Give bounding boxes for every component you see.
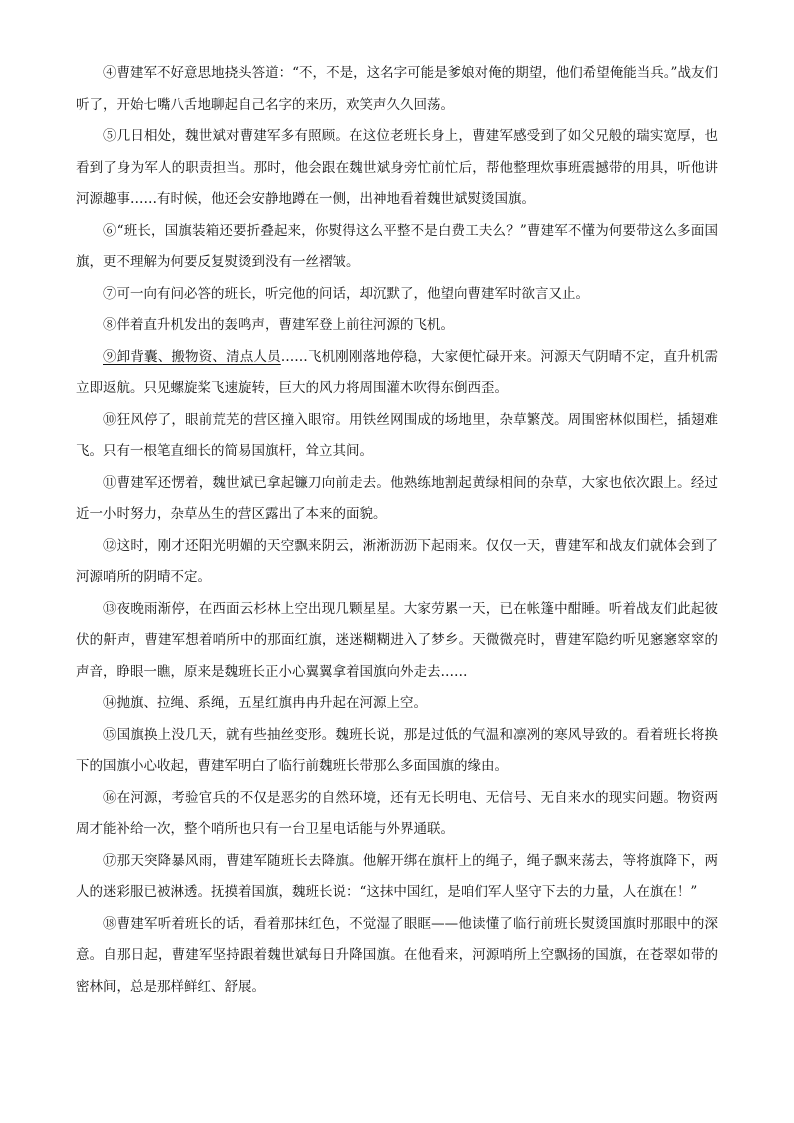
paragraph-8 bbox=[76, 310, 718, 342]
underlined-phrase: ⑨卸背囊、搬物资、清点人员 bbox=[103, 348, 281, 365]
paragraph-14-text: ⑭抛旗、拉绳、系绳，五星红旗冉冉升起在河源上空。 bbox=[103, 695, 427, 711]
paragraph-9 bbox=[76, 342, 718, 405]
paragraph-9-text: ……飞机刚刚落地停稳，大家便忙碌开来。河源天气阴晴不定，直升机需立即返航。只见螺旋桨飞速旋转，巨大的风力将周围灌木吹得东倒西歪。 bbox=[76, 348, 719, 396]
paragraph-4 bbox=[76, 58, 718, 121]
paragraph-7-text: ⑦可一向有问必答的班长，听完他的问话，却沉默了，他望向曹建军时欲言又止。 bbox=[103, 285, 589, 302]
paragraph-18-text: ⑱曹建军听着班长的话，看着那抹红色，不觉湿了眼眶——他读懂了临行前班长熨烫国旗时那眼中的深意。自那日起，曹建军坚持跟着魏世斌每日升降国旗。在他看来，河源哨所上空飘扬的国旗，在苍翠如带的密林间，总是那样鲜红、舒展。 bbox=[76, 915, 718, 995]
paragraph-13-text: ⑬夜晚雨渐停，在西面云杉林上空出现几颗星星。大家劳累一天，已在帐篷中酣睡。听着战友们此起彼伏的鼾声，曹建军想着哨所中的那面红旗，迷迷糊糊进入了梦乡。天微微亮时，曹建军隐约听见窸窸窣窣的声音，睁眼一瞧，原来是魏班长正小心翼翼拿着国旗向外走去…… bbox=[76, 600, 718, 680]
paragraph-8-text: ⑧伴着直升机发出的轰鸣声，曹建军登上前往河源的飞机。 bbox=[103, 317, 454, 333]
paragraph-13 bbox=[76, 594, 718, 689]
paragraph-12-text: ⑫这时，刚才还阳光明媚的天空飘来阴云，淅淅沥沥下起雨来。仅仅一天，曹建军和战友们就体会到了河源哨所的阴晴不定。 bbox=[76, 537, 718, 585]
paragraph-10 bbox=[76, 405, 718, 468]
paragraph-11 bbox=[76, 468, 718, 531]
paragraph-15 bbox=[76, 720, 718, 783]
paragraph-16 bbox=[76, 783, 718, 846]
paragraph-15-text: ⑮国旗换上没几天，就有些抽丝变形。魏班长说，那是过低的气温和凛冽的寒风导致的。看着班长将换下的国旗小心收起，曹建军明白了临行前魏班长带那么多面国旗的缘由。 bbox=[76, 726, 718, 774]
paragraph-18 bbox=[76, 909, 718, 1004]
paragraph-5 bbox=[76, 121, 718, 216]
paragraph-17 bbox=[76, 846, 718, 909]
paragraph-16-text: ⑯在河源，考验官兵的不仅是恶劣的自然环境，还有无长明电、无信号、无自来水的现实问题。物资两周才能补给一次，整个哨所也只有一台卫星电话能与外界通联。 bbox=[76, 789, 718, 837]
paragraph-4-text: ④曹建军不好意思地挠头答道：“不，不是，这名字可能是爹娘对俺的期望，他们希望俺能当兵。”战友们听了，开始七嘴八舌地聊起自己名字的来历，欢笑声久久回荡。 bbox=[76, 65, 718, 113]
paragraph-12 bbox=[76, 531, 718, 594]
paragraph-14 bbox=[76, 688, 718, 720]
paragraph-11-text: ⑪曹建军还愣着，魏世斌已拿起镰刀向前走去。他熟练地割起黄绿相间的杂草，大家也依次跟上。经过近一小时努力，杂草丛生的营区露出了本来的面貌。 bbox=[76, 474, 718, 522]
paragraph-5-text: ⑤几日相处，魏世斌对曹建军多有照顾。在这位老班长身上，曹建军感受到了如父兄般的瑞实宽厚，也看到了身为军人的职责担当。那时，他会跟在魏世斌身旁忙前忙后，帮他整理炊事班震撼带的用具，听他讲河源趣事……有时候，他还会安静地蹲在一侧，出神地看着魏世斌熨烫国旗。 bbox=[76, 128, 718, 207]
paragraph-10-text: ⑩狂风停了，眼前荒芜的营区撞入眼帘。用铁丝网围成的场地里，杂草繁茂。周围密林似围栏，插翅难飞。只有一根笔直细长的简易国旗杆，耸立其间。 bbox=[76, 411, 718, 459]
article-body bbox=[76, 58, 718, 1003]
paragraph-6 bbox=[76, 216, 718, 279]
paragraph-7 bbox=[76, 279, 718, 311]
paragraph-17-text: ⑰那天突降暴风雨，曹建军随班长去降旗。他解开绑在旗杆上的绳子，绳子飘来荡去，等将旗降下，两人的迷彩服已被淋透。抚摸着国旗，魏班长说：“这抹中国红，是咱们军人坚守下去的力量，人在旗在！” bbox=[76, 852, 718, 900]
paragraph-6-text: ⑥“班长，国旗装箱还要折叠起来，你熨得这么平整不是白费工夫么？”曹建军不懂为何要带这么多面国旗，更不理解为何要反复熨烫到没有一丝褶皱。 bbox=[76, 222, 718, 270]
